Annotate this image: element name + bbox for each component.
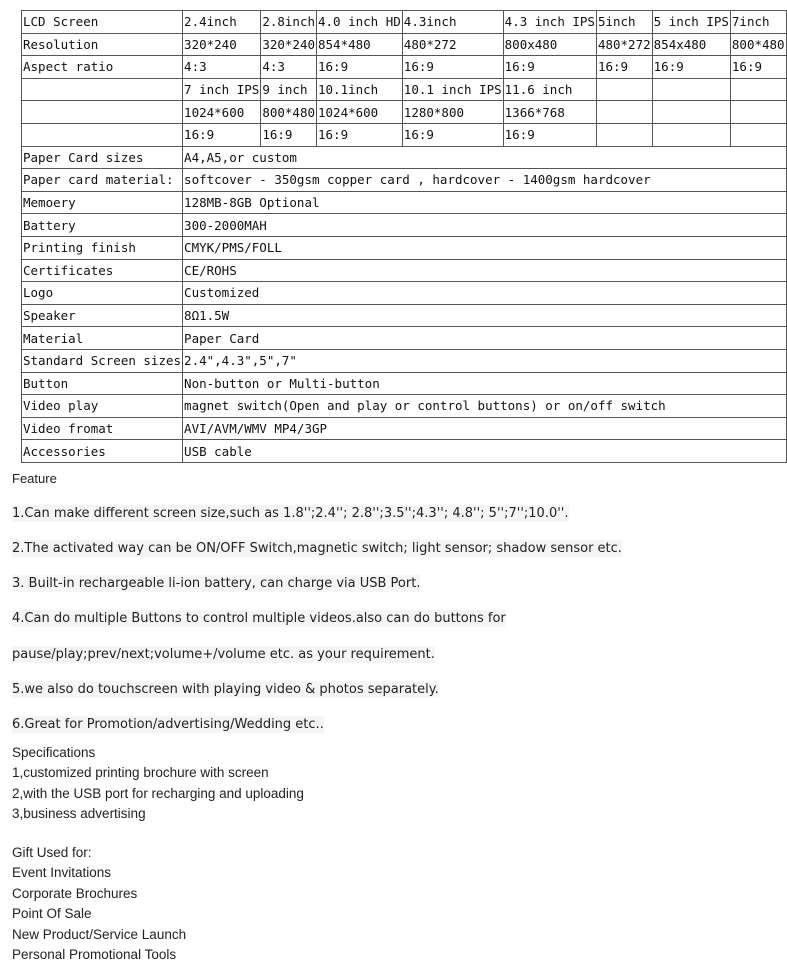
- spec-value: Non-button or Multi-button: [183, 372, 787, 395]
- table-row-battery: [22, 214, 787, 237]
- table-cell: 320*240: [261, 33, 317, 56]
- spec-value: CMYK/PMS/FOLL: [183, 236, 787, 259]
- table-cell: 5 inch IPS: [652, 11, 730, 34]
- table-row-material: [22, 327, 787, 350]
- spec-label: Button: [22, 372, 183, 395]
- table-row-video-format: [22, 417, 787, 440]
- table-cell: [652, 78, 730, 101]
- spec-value: USB cable: [183, 440, 787, 463]
- table-cell: [652, 101, 730, 124]
- table-cell: 800x480: [503, 33, 596, 56]
- spec-label: Logo: [22, 282, 183, 305]
- table-cell: 1024*600: [183, 101, 261, 124]
- feature-item: pause/play;prev/next;volume+/volume etc. as your requirement.: [12, 647, 435, 662]
- table-row-printing-finish: [22, 236, 787, 259]
- table-cell: [22, 123, 183, 146]
- table-cell: 7inch: [730, 11, 786, 34]
- table-cell: 320*240: [183, 33, 261, 56]
- table-cell: [22, 78, 183, 101]
- table-row-resolution: [22, 33, 787, 56]
- spec-table: [21, 10, 787, 463]
- specifications-heading: Specifications: [12, 745, 96, 760]
- gift-item: Corporate Brochures: [12, 886, 138, 901]
- table-cell: 16:9: [183, 123, 261, 146]
- spec-label: Video play: [22, 395, 183, 418]
- feature-item: 6.Great for Promotion/advertising/Wedding etc..: [12, 717, 324, 732]
- spec-label: Standard Screen sizes: [22, 349, 183, 372]
- spec-label: Battery: [22, 214, 183, 237]
- gift-item: New Product/Service Launch: [12, 927, 187, 942]
- spec-value: Customized: [183, 282, 787, 305]
- table-cell: [730, 123, 786, 146]
- table-row-logo: [22, 282, 787, 305]
- table-cell: 16:9: [317, 56, 403, 79]
- table-row-button: [22, 372, 787, 395]
- table-cell: [596, 123, 652, 146]
- table-cell: 1024*600: [317, 101, 403, 124]
- table-cell: [22, 101, 183, 124]
- table-cell: [652, 123, 730, 146]
- table-cell: 1366*768: [503, 101, 596, 124]
- specification-item: 3,business advertising: [12, 806, 146, 821]
- table-cell: 4:3: [261, 56, 317, 79]
- table-cell: 2.4inch: [183, 11, 261, 34]
- table-cell: 10.1 inch IPS: [402, 78, 503, 101]
- spec-value: 128MB-8GB Optional: [183, 191, 787, 214]
- spec-value: AVI/AVM/WMV MP4/3GP: [183, 417, 787, 440]
- spec-label: Paper Card sizes: [22, 146, 183, 169]
- table-cell: 16:9: [402, 123, 503, 146]
- spec-value: 8Ω1.5W: [183, 304, 787, 327]
- spec-label: Speaker: [22, 304, 183, 327]
- table-cell: 16:9: [261, 123, 317, 146]
- table-cell: 854*480: [317, 33, 403, 56]
- table-cell: 5inch: [596, 11, 652, 34]
- feature-heading: Feature: [12, 471, 57, 486]
- table-cell: 854x480: [652, 33, 730, 56]
- spec-value: Paper Card: [183, 327, 787, 350]
- spec-value: magnet switch(Open and play or control buttons) or on/off switch: [183, 395, 787, 418]
- table-cell: Resolution: [22, 33, 183, 56]
- table-cell: 4.0 inch HD: [317, 11, 403, 34]
- feature-item: 4.Can do multiple Buttons to control multiple videos.also can do buttons for: [12, 611, 506, 626]
- table-row-resolution-2: [22, 101, 787, 124]
- table-cell: [596, 78, 652, 101]
- feature-item: 5.we also do touchscreen with playing video & photos separately.: [12, 682, 439, 697]
- feature-item: 3. Built-in rechargeable li-ion battery, can charge via USB Port.: [12, 576, 421, 591]
- table-cell: 4:3: [183, 56, 261, 79]
- feature-item: 2.The activated way can be ON/OFF Switch,magnetic switch; light sensor; shadow sensor etc.: [12, 541, 622, 556]
- spec-label: Certificates: [22, 259, 183, 282]
- table-cell: 480*272: [402, 33, 503, 56]
- table-row-accessories: [22, 440, 787, 463]
- table-row-certificates: [22, 259, 787, 282]
- spec-value: 2.4",4.3",5",7": [183, 349, 787, 372]
- gift-item: Personal Promotional Tools: [12, 947, 177, 962]
- table-cell: 1280*800: [402, 101, 503, 124]
- table-cell: [730, 78, 786, 101]
- spec-label: Paper card material:: [22, 169, 183, 192]
- gift-item: Point Of Sale: [12, 906, 92, 921]
- table-cell: 4.3 inch IPS: [503, 11, 596, 34]
- table-cell: Aspect ratio: [22, 56, 183, 79]
- table-cell: 16:9: [730, 56, 786, 79]
- table-cell: 480*272: [596, 33, 652, 56]
- specification-item: 2,with the USB port for recharging and uploading: [12, 786, 304, 801]
- table-cell: 16:9: [503, 56, 596, 79]
- table-row-paper-card-sizes: [22, 146, 787, 169]
- spec-label: Material: [22, 327, 183, 350]
- table-cell: [730, 101, 786, 124]
- spec-value: A4,A5,or custom: [183, 146, 787, 169]
- table-row-lcd-screen: [22, 11, 787, 34]
- table-cell: 10.1inch: [317, 78, 403, 101]
- table-cell: 9 inch: [261, 78, 317, 101]
- spec-value: softcover - 350gsm copper card , hardcover - 1400gsm hardcover: [183, 169, 787, 192]
- spec-value: 300-2000MAH: [183, 214, 787, 237]
- table-cell: [596, 101, 652, 124]
- spec-label: Accessories: [22, 440, 183, 463]
- table-row-speaker: [22, 304, 787, 327]
- table-row-paper-card-material: [22, 169, 787, 192]
- table-cell: 16:9: [402, 56, 503, 79]
- table-cell: 800*480: [730, 33, 786, 56]
- spec-label: Printing finish: [22, 236, 183, 259]
- table-cell: 800*480: [261, 101, 317, 124]
- table-row-standard-screen-sizes: [22, 349, 787, 372]
- specification-item: 1,customized printing brochure with screen: [12, 765, 269, 780]
- table-cell: 11.6 inch: [503, 78, 596, 101]
- table-cell: 16:9: [652, 56, 730, 79]
- table-cell: 16:9: [503, 123, 596, 146]
- table-row-memory: [22, 191, 787, 214]
- table-cell: 4.3inch: [402, 11, 503, 34]
- feature-item: 1.Can make different screen size,such as 1.8'';2.4''; 2.8'';3.5'';4.3''; 4.8''; 5'';7'';10.0''.: [12, 506, 569, 521]
- table-cell: 7 inch IPS: [183, 78, 261, 101]
- table-row-aspect-ratio-2: [22, 123, 787, 146]
- table-cell: LCD Screen: [22, 11, 183, 34]
- spec-label: Video fromat: [22, 417, 183, 440]
- spec-label: Memoery: [22, 191, 183, 214]
- table-cell: 16:9: [596, 56, 652, 79]
- table-row-video-play: [22, 395, 787, 418]
- gift-heading: Gift Used for:: [12, 845, 92, 860]
- table-cell: 2.8inch: [261, 11, 317, 34]
- table-cell: 16:9: [317, 123, 403, 146]
- table-row-aspect-ratio: [22, 56, 787, 79]
- table-row-lcd-screen-2: [22, 78, 787, 101]
- gift-item: Event Invitations: [12, 865, 112, 880]
- spec-value: CE/ROHS: [183, 259, 787, 282]
